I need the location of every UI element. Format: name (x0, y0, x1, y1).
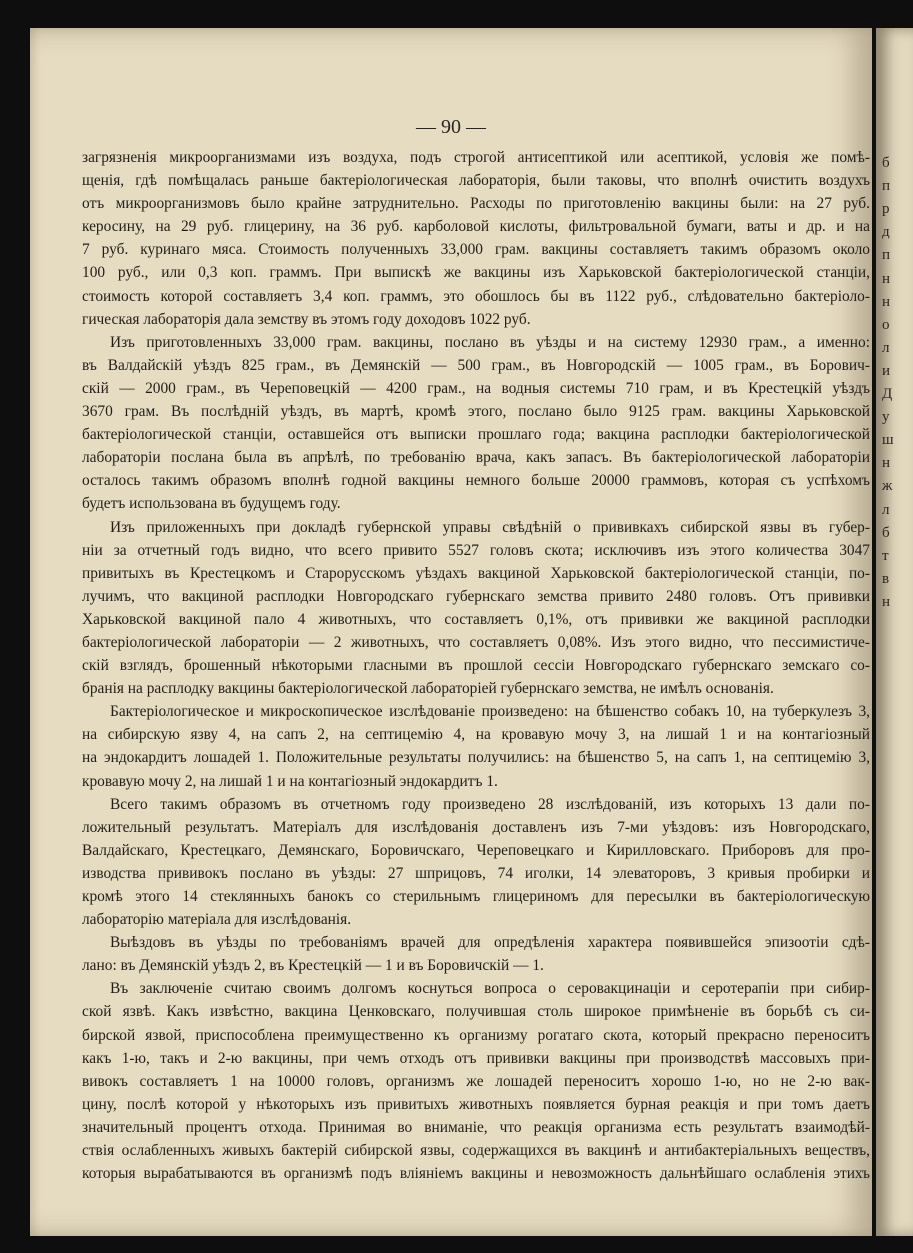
adjacent-page-fragment: ж (882, 478, 893, 495)
text-line: бранія на расплодку вакцины бактеріологической лабораторіей губернскаго земства, не имѣлъ основанія. (82, 680, 774, 698)
text-line: ствія ослабленныхъ живыхъ бактерій сибирской язвы, содержащихся въ вакцинѣ и антибактеріальныхъ веществъ, (82, 1142, 870, 1160)
text-line: лабораторію матеріала для изслѣдованія. (82, 911, 352, 929)
text-line: которыя вырабатываются въ организмѣ подъ вліяніемъ вакцины и невозможность дальнѣйшаго ослабленія этихъ (82, 1165, 870, 1183)
adjacent-page-fragment: н (882, 293, 891, 310)
text-line: Валдайскаго, Крестецкаго, Демянскаго, Боровичскаго, Череповецкаго и Кирилловскаго. Приборовъ для про- (82, 841, 870, 859)
adjacent-page-fragment: и (882, 362, 891, 379)
adjacent-page-fragment: н (882, 270, 891, 287)
text-line: лучимъ, что вакциной расплодки Новгородскаго губернскаго земства привито 2480 головъ. Отъ прививки (82, 587, 870, 605)
text-line: ской язвѣ. Какъ извѣстно, вакцина Ценковскаго, получившая столь широкое примѣненіе въ борьбѣ съ си- (82, 1003, 870, 1021)
text-line: скій — 2000 грам., въ Череповецкій — 4200 грам., на водныя системы 710 грам, и въ Крестецкій уѣздъ (82, 379, 870, 397)
text-line: какъ 1-ю, такъ и 2-ю вакцины, при чемъ отходъ отъ прививки вакцины при производствѣ массовыхъ при- (82, 1049, 870, 1067)
text-line: привитыхъ въ Крестецкомъ и Старорусскомъ уѣздахъ вакциной Харьковской бактеріологической станціи, по- (82, 564, 870, 582)
adjacent-page-fragment: л (882, 339, 890, 356)
text-line: кромѣ этого 14 стеклянныхъ банокъ со стерильнымъ глицериномъ для пересылки въ бактеріологическую (82, 888, 870, 905)
text-line: осталось такимъ образомъ вполнѣ годной вакцины немного больше 20000 граммовъ, которая съ успѣхомъ (82, 472, 870, 490)
adjacent-page-fragment: р (882, 201, 890, 218)
adjacent-page-fragment: ш (882, 432, 894, 449)
adjacent-page-fragment: п (882, 178, 891, 195)
text-line: значительный процентъ отхода. Принимая во вниманіе, что реакція организма есть результатъ взаимодѣй- (82, 1118, 870, 1136)
text-line: 100 руб., или 0,3 коп. граммъ. При выпискѣ же вакцины изъ Харьковской бактеріологической станціи, (82, 264, 870, 282)
text-line: кровавую мочу 2, на лишай 1 и на контагіозный эндокардитъ 1. (82, 772, 498, 790)
document-page (30, 28, 872, 1236)
text-line: 3670 грам. Въ послѣдній уѣздъ, въ мартѣ, кромѣ этого, послано было 9125 грам. вакцины Харьковской (82, 403, 870, 421)
text-line: ніи за отчетный годъ видно, что всего привито 5527 головъ скота; исключивъ изъ этого количества 3047 (82, 541, 870, 559)
adjacent-page-fragment: н (882, 593, 891, 610)
adjacent-page-fragment: б (882, 155, 890, 171)
text-line: въ Валдайскій уѣздъ 825 грам., въ Демянскій — 500 грам., въ Новгородскій — 1005 грам., въ Борович- (82, 356, 870, 374)
page-number: — 90 — (416, 116, 486, 138)
adjacent-page-fragment: п (882, 247, 891, 264)
adjacent-page-fragment: л (882, 501, 890, 518)
adjacent-page-fragment: о (882, 316, 890, 333)
adjacent-page-fragment: Д (882, 386, 893, 402)
text-line: лано: въ Демянскій уѣздъ 2, въ Крестецкій — 1 и въ Боровичскій — 1. (82, 957, 544, 975)
text-line: Изъ приготовленныхъ 33,000 грам. вакцины, послано въ уѣзды и на систему 12930 грам., а именно: (110, 333, 870, 351)
text-line: бирской язвой, приспособлена преимущественно къ организму рогатаго скота, который прекрасно переноситъ (82, 1026, 870, 1044)
text-line: керосину, на 29 руб. глицерину, на 36 руб. карболовой кислоты, фильтровальной бумаги, ваты и др. и на (82, 218, 870, 236)
adjacent-page-fragment: у (882, 409, 890, 426)
text-line: Въ заключеніе считаю своимъ долгомъ коснуться вопроса о серовакцинаціи и серотерапіи при сибир- (110, 980, 870, 998)
text-line: лабораторіи послана была въ апрѣлѣ, по требованію врача, какъ запасъ. Въ бактеріологической лабораторіи (82, 449, 870, 467)
body-text (82, 146, 870, 1185)
text-line: загрязненія микроорганизмами изъ воздуха, подъ строгой антисептикой или асептикой, условія же помѣ- (82, 149, 870, 166)
text-line: щенія, гдѣ помѣщалась раньше бактеріологическая лабораторія, были таковы, что вполнѣ очистить воздухъ (82, 172, 870, 190)
adjacent-page-fragment: в (882, 570, 890, 587)
text-line: цину, послѣ которой у нѣкоторыхъ изъ привитыхъ животныхъ появляется бурная реакція и при томъ даетъ (82, 1095, 870, 1113)
text-line: бактеріологической станціи, оставшейся отъ выписки прошлаго года; вакцина расплодки бактеріологической (82, 426, 870, 444)
text-line: стоимость которой составляетъ 3,4 коп. граммъ, это обошлось бы въ 1122 руб., слѣдовательно бактеріоло- (82, 287, 870, 305)
text-line: вивокъ составляетъ 1 на 10000 головъ, организмъ же лошадей переноситъ хорошо 1-ю, но не 2-ю вак- (82, 1072, 870, 1090)
text-line: Харьковской вакциной пало 4 животныхъ, что составляетъ 0,1%, отъ прививки же вакциной расплодки (82, 610, 870, 628)
adjacent-page-fragment: б (882, 524, 890, 541)
text-line: скій взглядъ, брошенный нѣкоторыми гласными въ прошлой сессіи Новгородскаго губернскаго земскаго со- (82, 657, 870, 675)
adjacent-page-fragment: н (882, 455, 891, 472)
text-line: Всего такимъ образомъ въ отчетномъ году произведено 28 изслѣдованій, изъ которыхъ 13 дали по- (110, 795, 870, 813)
text-line: Выѣздовъ въ уѣзды по требованіямъ врачей для опредѣленія характера появившейся эпизоотіи сдѣ- (110, 934, 870, 952)
text-line: ложительный результатъ. Матеріалъ для изслѣдованія доставленъ изъ 7-ми уѣздовъ: изъ Новгородскаго, (82, 818, 870, 836)
text-line: 7 руб. куринаго мяса. Стоимость полученныхъ 33,000 грам. вакцины составляетъ такимъ образомъ около (82, 241, 870, 259)
adjacent-page-edge (876, 28, 913, 1236)
text-line: гическая лабораторія дала земству въ этомъ году доходовъ 1022 руб. (82, 310, 531, 328)
text-line: отъ микроорганизмовъ было крайне затруднительно. Расходы по приготовленію вакцины были: на 27 руб. (82, 195, 870, 213)
text-line: Изъ приложенныхъ при докладѣ губернской управы свѣдѣній о прививкахъ сибирской язвы въ губер- (110, 518, 870, 536)
text-line: на эндокардитъ лошадей 1. Положительные результаты получились: на бѣшенство 5, на сапъ 1, на септицемію 3, (82, 749, 870, 767)
adjacent-page-fragment: д (882, 224, 890, 241)
text-line: Бактеріологическое и микроскопическое изслѣдованіе произведено: на бѣшенство собакъ 10, на туберкулезъ 3, (110, 703, 870, 721)
text-line: изводства прививокъ послано въ уѣзды: 27 шприцовъ, 74 иголки, 14 элеваторовъ, 3 кривыя пробирки и (82, 864, 870, 882)
text-line: на сибирскую язву 4, на сапъ 2, на септицемію 4, на кровавую мочу 3, на лишай 1 и на контагіозный (82, 726, 870, 744)
text-line: будетъ использована въ будущемъ году. (82, 495, 341, 513)
text-line: бактеріологической лабораторіи — 2 животныхъ, что составляетъ 0,08%. Изъ этого видно, что пессимистиче- (82, 633, 870, 651)
adjacent-page-fragment: т (882, 547, 889, 564)
